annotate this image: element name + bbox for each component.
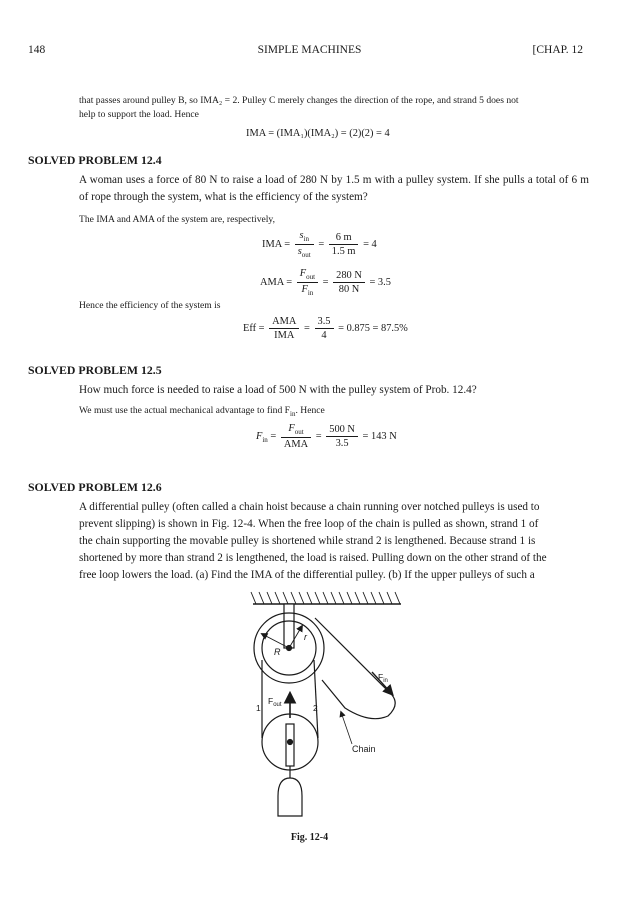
heading-problem-12-4: SOLVED PROBLEM 12.4 [28,153,162,167]
label-strand-1: 1 [256,703,261,713]
force-fraction-numeric: $\frac{500 N}{3.5}$ [326,424,358,449]
intro-line-2: help to support the load. Hence [79,109,199,120]
differential-pulley-figure [240,588,410,828]
problem-12-4-question: A woman uses a force of 80 N to raise a load of 280 N by 1.5 m with a pulley system. If she pulls a total of 6 m of rope through the system, what is the efficiency of the system? [79,174,589,203]
problem-12-4-solution-intro: The IMA and AMA of the system are, respectively, [79,214,276,225]
label-r: r [304,632,307,642]
force-equation: $F_{in}$ = $\frac{F_{out}}{\text{AMA}}$ = $\frac{500 N}{3.5}$ = 143 N [256,423,397,451]
ama-result: = 3.5 [369,276,391,288]
ima-fraction-numeric: $\frac{6 m}{1.5 m}$ [329,232,359,257]
problem-12-6-line: shortened by more than strand 2 is lengthened, the load is raised. Pulling down on the other strand of the [79,552,547,564]
lower-pulley-axle [288,740,293,745]
eff-fraction-symbolic: $\frac{\text{AMA}}{\text{IMA}}$ [269,316,299,341]
page-number: 148 [28,44,46,56]
ama-equation [260,268,391,297]
load-weight [278,778,302,816]
label-chain: Chain [352,744,376,754]
heading-problem-12-5: SOLVED PROBLEM 12.5 [28,363,162,377]
ceiling-hatching [251,592,400,604]
ima-fraction-symbolic: $\frac{s_{in}}{s_{out}}$ [295,230,314,259]
problem-12-6-text [79,499,589,584]
efficiency-intro: Hence the efficiency of the system is [79,300,221,311]
eff-result: = 0.875 = 87.5% [338,322,408,334]
chapter-title: SIMPLE MACHINES [257,44,362,56]
label-R: R [274,647,281,657]
chain-free-loop [315,618,395,719]
problem-12-6-line: the chain supporting the movable pulley is shortened while strand 2 is lengthened. Because strand 1 is [79,535,536,547]
ima-equals: = [318,238,325,250]
problem-12-6-line: free loop lowers the load. (a) Find the IMA of the differential pulley. (b) If the upper pulleys of such a [79,569,535,581]
chain-pointer [341,712,352,744]
eff-lhs: Eff = [243,322,265,334]
problem-12-5-solution-intro: We must use the actual mechanical advantage to find $F_{in}$. Hence [79,405,325,418]
force-result: = 143 N [362,430,397,442]
heading-problem-12-6: SOLVED PROBLEM 12.6 [28,480,162,494]
force-fraction-symbolic: $\frac{F_{out}}{\text{AMA}}$ [281,423,311,450]
ima-lhs: IMA = [262,238,291,250]
problem-12-6-line: prevent slipping) is shown in Fig. 12-4. When the free loop of the chain is pulled as shown, strand 1 of [79,518,539,530]
eff-fraction-numeric: $\frac{3.5}{4}$ [315,316,334,341]
label-strand-2: 2 [313,703,318,713]
problem-12-6-line: A differential pulley (often called a chain hoist because a chain running over notched pulleys is used to [79,501,540,513]
chapter-ref: [CHAP. 12 [532,44,583,56]
figure-caption: Fig. 12-4 [290,832,329,843]
ama-fraction-symbolic: $\frac{F_{out}}{F_{in}}$ [297,268,318,297]
ama-lhs: AMA = [260,276,293,288]
chain-strand-2 [314,660,318,738]
label-fout: $F_{out}$ [268,696,282,708]
efficiency-equation [243,316,408,341]
ama-fraction-numeric: $\frac{280 N}{80 N}$ [333,270,365,295]
problem-12-5-question: How much force is needed to raise a load of 500 N with the pulley system of Prob. 12.4? [79,384,477,396]
ima-result: = 4 [363,238,377,250]
eff-equals: = [304,322,310,334]
label-fin: $F_{in}$ [378,672,388,684]
ima-equation [262,230,377,259]
intro-equation: IMA = (IMA₁)(IMA₂) = (2)(2) = 4 [246,128,390,139]
intro-line-1: that passes around pulley B, so IMA₂ = 2. Pulley C merely changes the direction of the rope, and strand 5 does not [79,95,519,106]
ama-equals: = [322,276,329,288]
